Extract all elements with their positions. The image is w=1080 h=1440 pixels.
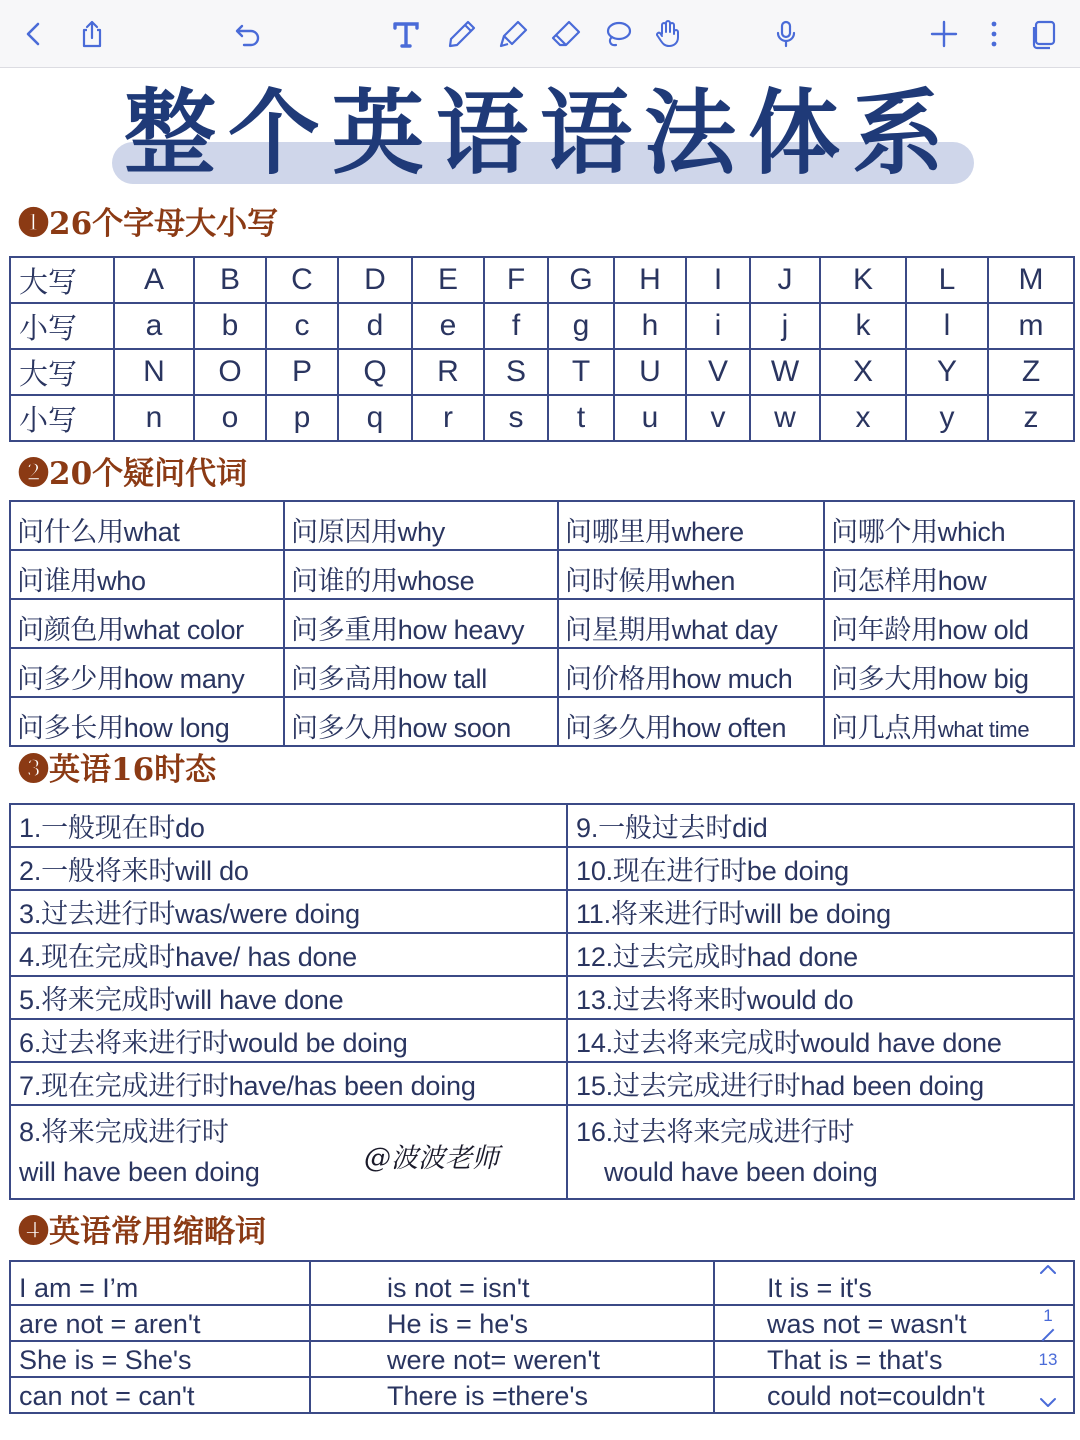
table-cell: 问多久用how often xyxy=(558,697,824,746)
share-icon[interactable] xyxy=(72,14,112,54)
abbreviations-table xyxy=(9,1260,1075,1414)
table-cell: j xyxy=(750,303,820,349)
table-cell: I am = I’m xyxy=(10,1261,310,1305)
table-cell: g xyxy=(548,303,614,349)
page-title: 整个英语语法体系 xyxy=(123,79,956,187)
table-row xyxy=(10,697,1074,746)
table-cell: h xyxy=(614,303,686,349)
table-cell: 问价格用how much xyxy=(558,648,824,697)
more-icon[interactable] xyxy=(974,14,1014,54)
table-row xyxy=(10,890,1074,933)
table-cell: 15.过去完成进行时had been doing xyxy=(567,1062,1074,1105)
table-cell: o xyxy=(194,395,266,441)
table-cell: F xyxy=(484,257,548,303)
question-word-form: what time xyxy=(937,717,1030,742)
table-cell: She is = She's xyxy=(10,1341,310,1377)
table-cell: H xyxy=(614,257,686,303)
table-row xyxy=(10,550,1074,599)
table-cell: I xyxy=(686,257,750,303)
table-cell: K xyxy=(820,257,906,303)
table-cell: 问颜色用what color xyxy=(10,599,284,648)
table-cell xyxy=(824,697,1074,746)
table-cell: X xyxy=(820,349,906,395)
table-cell: c xyxy=(266,303,338,349)
current-page: 1 xyxy=(1043,1306,1053,1325)
table-cell: 问谁的用whose xyxy=(284,550,558,599)
table-cell: i xyxy=(686,303,750,349)
table-row xyxy=(10,501,1074,550)
tense-label: 16.过去将来完成进行时 xyxy=(576,1117,855,1147)
table-row xyxy=(10,303,1074,349)
table-cell: M xyxy=(988,257,1074,303)
table-cell: Z xyxy=(988,349,1074,395)
table-cell: x xyxy=(820,395,906,441)
table-row xyxy=(10,1341,1074,1377)
section-heading-alphabet: ❶26个字母大小写 xyxy=(18,206,279,242)
table-cell: w xyxy=(750,395,820,441)
undo-icon[interactable] xyxy=(228,14,268,54)
table-cell: z xyxy=(988,395,1074,441)
tense-form: would have been doing xyxy=(604,1157,878,1187)
table-cell: 问时候用when xyxy=(558,550,824,599)
table-cell: It is = it's xyxy=(714,1261,1074,1305)
table-cell: r xyxy=(412,395,484,441)
table-row xyxy=(10,395,1074,441)
table-row xyxy=(10,1062,1074,1105)
table-cell: b xyxy=(194,303,266,349)
table-cell: 2.一般将来时will do xyxy=(10,847,567,890)
table-row xyxy=(10,1261,1074,1305)
microphone-icon[interactable] xyxy=(766,14,806,54)
table-cell: P xyxy=(266,349,338,395)
pages-icon[interactable] xyxy=(1024,14,1064,54)
table-cell: p xyxy=(266,395,338,441)
table-cell: 11.将来进行时will be doing xyxy=(567,890,1074,933)
table-row xyxy=(10,804,1074,847)
table-cell: 10.现在进行时be doing xyxy=(567,847,1074,890)
table-cell: L xyxy=(906,257,988,303)
table-cell: There is =there's xyxy=(310,1377,714,1413)
tenses-table xyxy=(9,803,1075,1200)
table-cell: e xyxy=(412,303,484,349)
table-cell: is not = isn't xyxy=(310,1261,714,1305)
back-icon[interactable] xyxy=(14,14,54,54)
eraser-icon[interactable] xyxy=(546,14,586,54)
tense-label: 8.将来完成进行时 xyxy=(19,1117,229,1147)
table-cell: 问谁用who xyxy=(10,550,284,599)
section-heading-tenses: ❸英语16时态 xyxy=(18,752,217,788)
table-cell: s xyxy=(484,395,548,441)
table-cell: 7.现在完成进行时have/has been doing xyxy=(10,1062,567,1105)
table-cell: v xyxy=(686,395,750,441)
table-cell: G xyxy=(548,257,614,303)
table-cell: could not=couldn't xyxy=(714,1377,1074,1413)
table-cell: A xyxy=(114,257,194,303)
table-cell: 问多大用how big xyxy=(824,648,1074,697)
table-cell: He is = he's xyxy=(310,1305,714,1341)
table-cell: Y xyxy=(906,349,988,395)
page-up-icon[interactable] xyxy=(1036,1258,1060,1282)
question-words-table xyxy=(9,500,1075,747)
table-row xyxy=(10,349,1074,395)
table-row xyxy=(10,648,1074,697)
add-icon[interactable] xyxy=(924,14,964,54)
table-cell: 小写 xyxy=(10,303,114,349)
table-cell: V xyxy=(686,349,750,395)
table-cell: 问多久用how soon xyxy=(284,697,558,746)
page-down-icon[interactable] xyxy=(1036,1390,1060,1414)
table-cell: E xyxy=(412,257,484,303)
table-cell: 问哪个用which xyxy=(824,501,1074,550)
table-cell: 12.过去完成时had done xyxy=(567,933,1074,976)
table-cell: l xyxy=(906,303,988,349)
table-cell: 6.过去将来进行时would be doing xyxy=(10,1019,567,1062)
pen-icon[interactable] xyxy=(442,14,482,54)
table-cell: 问多重用how heavy xyxy=(284,599,558,648)
table-cell: 问多高用how tall xyxy=(284,648,558,697)
table-cell: a xyxy=(114,303,194,349)
table-row xyxy=(10,1105,1074,1199)
table-cell: R xyxy=(412,349,484,395)
signature: @波波老师 xyxy=(364,1143,499,1174)
table-cell: N xyxy=(114,349,194,395)
table-cell: k xyxy=(820,303,906,349)
toolbar xyxy=(0,0,1080,68)
total-pages: 13 xyxy=(1038,1350,1058,1369)
table-cell: B xyxy=(194,257,266,303)
table-cell: were not= weren't xyxy=(310,1341,714,1377)
table-cell: n xyxy=(114,395,194,441)
table-cell: 5.将来完成时will have done xyxy=(10,976,567,1019)
table-cell: 问怎样用how xyxy=(824,550,1074,599)
table-cell: 1.一般现在时do xyxy=(10,804,567,847)
table-cell: t xyxy=(548,395,614,441)
table-cell: O xyxy=(194,349,266,395)
table-cell: 问哪里用where xyxy=(558,501,824,550)
table-cell: J xyxy=(750,257,820,303)
table-row xyxy=(10,1305,1074,1341)
table-row xyxy=(10,257,1074,303)
table-row xyxy=(10,847,1074,890)
table-row xyxy=(10,1019,1074,1062)
table-cell: d xyxy=(338,303,412,349)
table-cell: S xyxy=(484,349,548,395)
table-cell: 问多长用how long xyxy=(10,697,284,746)
table-cell: are not = aren't xyxy=(10,1305,310,1341)
table-cell: 问原因用why xyxy=(284,501,558,550)
page-indicator xyxy=(1028,1258,1068,1418)
question-word-label: 问几点用 xyxy=(831,713,938,743)
table-cell: m xyxy=(988,303,1074,349)
table-cell: 问什么用what xyxy=(10,501,284,550)
table-cell: can not = can't xyxy=(10,1377,310,1413)
table-cell: W xyxy=(750,349,820,395)
table-row xyxy=(10,933,1074,976)
table-cell: f xyxy=(484,303,548,349)
lasso-icon[interactable] xyxy=(598,14,638,54)
text-tool-icon[interactable] xyxy=(386,14,426,54)
highlighter-icon[interactable] xyxy=(494,14,534,54)
table-cell: 4.现在完成时have/ has done xyxy=(10,933,567,976)
table-row xyxy=(10,976,1074,1019)
table-cell: was not = wasn't xyxy=(714,1305,1074,1341)
table-cell: T xyxy=(548,349,614,395)
section-heading-abbreviations: ❹英语常用缩略词 xyxy=(18,1214,266,1250)
table-cell: U xyxy=(614,349,686,395)
table-cell: 小写 xyxy=(10,395,114,441)
table-cell: 问星期用what day xyxy=(558,599,824,648)
table-cell: 9.一般过去时did xyxy=(567,804,1074,847)
table-cell: 大写 xyxy=(10,257,114,303)
table-cell: 14.过去将来完成时would have done xyxy=(567,1019,1074,1062)
table-cell: Q xyxy=(338,349,412,395)
alphabet-table xyxy=(9,256,1075,442)
table-cell: That is = that's xyxy=(714,1341,1074,1377)
table-row xyxy=(10,599,1074,648)
page-divider xyxy=(1042,1329,1055,1342)
title-block xyxy=(0,70,1080,198)
table-cell: q xyxy=(338,395,412,441)
table-cell: 大写 xyxy=(10,349,114,395)
table-cell: u xyxy=(614,395,686,441)
table-cell: C xyxy=(266,257,338,303)
table-cell: D xyxy=(338,257,412,303)
hand-icon[interactable] xyxy=(648,14,688,54)
table-cell: 问多少用how many xyxy=(10,648,284,697)
table-row xyxy=(10,1377,1074,1413)
table-cell xyxy=(567,1105,1074,1199)
tense-form: will have been doing xyxy=(19,1157,260,1187)
table-cell: 13.过去将来时would do xyxy=(567,976,1074,1019)
table-cell: 3.过去进行时was/were doing xyxy=(10,890,567,933)
table-cell: 问年龄用how old xyxy=(824,599,1074,648)
table-cell: y xyxy=(906,395,988,441)
section-heading-question-words: ❷20个疑问代词 xyxy=(18,456,248,492)
